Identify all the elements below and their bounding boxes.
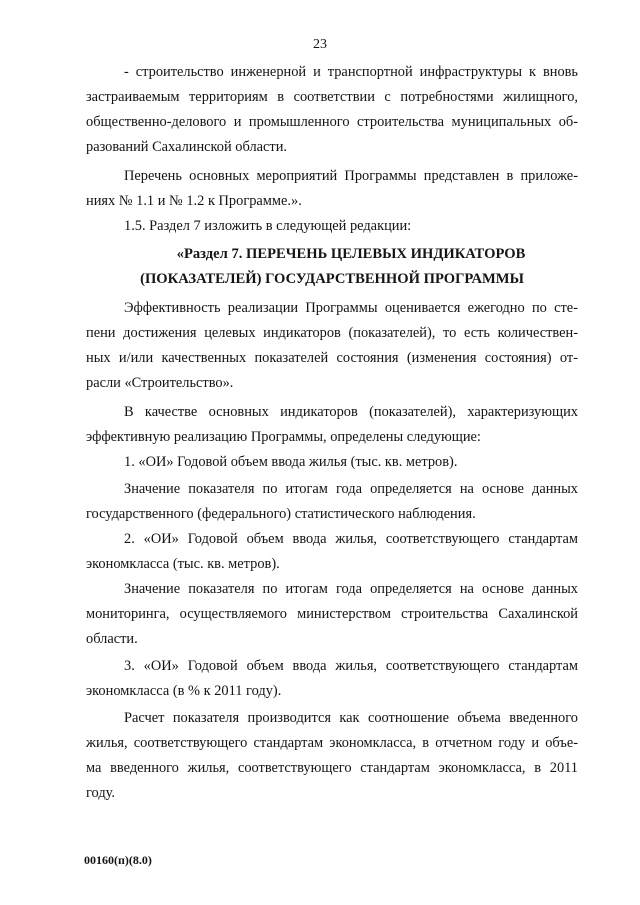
document-code: 00160(п)(8.0) <box>84 853 152 867</box>
text-line: году. <box>86 784 115 801</box>
text-line: ниях № 1.1 и № 1.2 к Программе.». <box>86 192 302 209</box>
indicator-1-description <box>86 477 578 527</box>
text-line: 1.5. Раздел 7 изложить в следующей редакции: <box>124 218 412 234</box>
paragraph-activities-list <box>86 164 578 214</box>
text-line: 2. «ОИ» Годовой объем ввода жилья, соответствующего стандартам <box>124 531 578 547</box>
section-heading <box>86 242 578 292</box>
text-line: В качестве основных индикаторов (показателей), характеризующих <box>124 404 578 420</box>
text-line: эффективную реализацию Программы, определены следующие: <box>86 428 481 445</box>
text-line: экономкласса (тыс. кв. метров). <box>86 555 280 572</box>
indicator-2-description <box>86 577 578 652</box>
text-line: ных и/или качественных показателей состояния (изменения состояния) от- <box>86 349 578 366</box>
page-number: 23 <box>313 37 327 52</box>
indicator-2 <box>86 527 578 577</box>
text-line: мониторинга, осуществляемого министерством строительства Сахалинской <box>86 605 578 622</box>
heading-line: (ПОКАЗАТЕЛЕЙ) ГОСУДАРСТВЕННОЙ ПРОГРАММЫ <box>140 271 524 287</box>
text-line: Расчет показателя производится как соотношение объема введенного <box>124 710 578 726</box>
paragraph-section-amendment <box>86 214 578 239</box>
text-line: разований Сахалинской области. <box>86 138 288 155</box>
paragraph-infrastructure <box>86 60 578 160</box>
text-line: области. <box>86 630 138 647</box>
text-line: Эффективность реализации Программы оценивается ежегодно по сте- <box>124 300 578 316</box>
text-line: общественно-делового и промышленного строительства муниципальных об- <box>86 113 578 130</box>
text-line: Значение показателя по итогам года определяется на основе данных <box>124 581 578 597</box>
heading-line: «Раздел 7. ПЕРЕЧЕНЬ ЦЕЛЕВЫХ ИНДИКАТОРОВ <box>176 246 526 262</box>
text-line: жилья, соответствующего стандартам экономкласса, в отчетном году и объе- <box>86 734 578 751</box>
text-line: пени достижения целевых индикаторов (показателей), то есть количествен- <box>86 324 578 341</box>
text-line: расли «Строительство». <box>86 374 234 391</box>
indicator-3 <box>86 654 578 704</box>
text-line: 3. «ОИ» Годовой объем ввода жилья, соответствующего стандартам <box>124 658 578 674</box>
indicator-1 <box>86 450 578 475</box>
text-line: Значение показателя по итогам года определяется на основе данных <box>124 481 578 497</box>
text-line: застраиваемым территориям в соответствии с потребностями жилищного, <box>86 88 578 105</box>
paragraph-efficiency <box>86 296 578 396</box>
text-line: Перечень основных мероприятий Программы представлен в приложе- <box>124 168 578 184</box>
paragraph-indicators-intro <box>86 400 578 450</box>
text-line: 1. «ОИ» Годовой объем ввода жилья (тыс. кв. метров). <box>124 454 458 470</box>
text-line: экономкласса (в % к 2011 году). <box>86 682 282 699</box>
text-line: - строительство инженерной и транспортной инфраструктуры к вновь <box>124 64 578 80</box>
text-line: ма введенного жилья, соответствующего стандартам экономкласса, в 2011 <box>86 759 578 776</box>
indicator-3-description <box>86 706 578 806</box>
text-line: государственного (федерального) статистического наблюдения. <box>86 505 476 522</box>
